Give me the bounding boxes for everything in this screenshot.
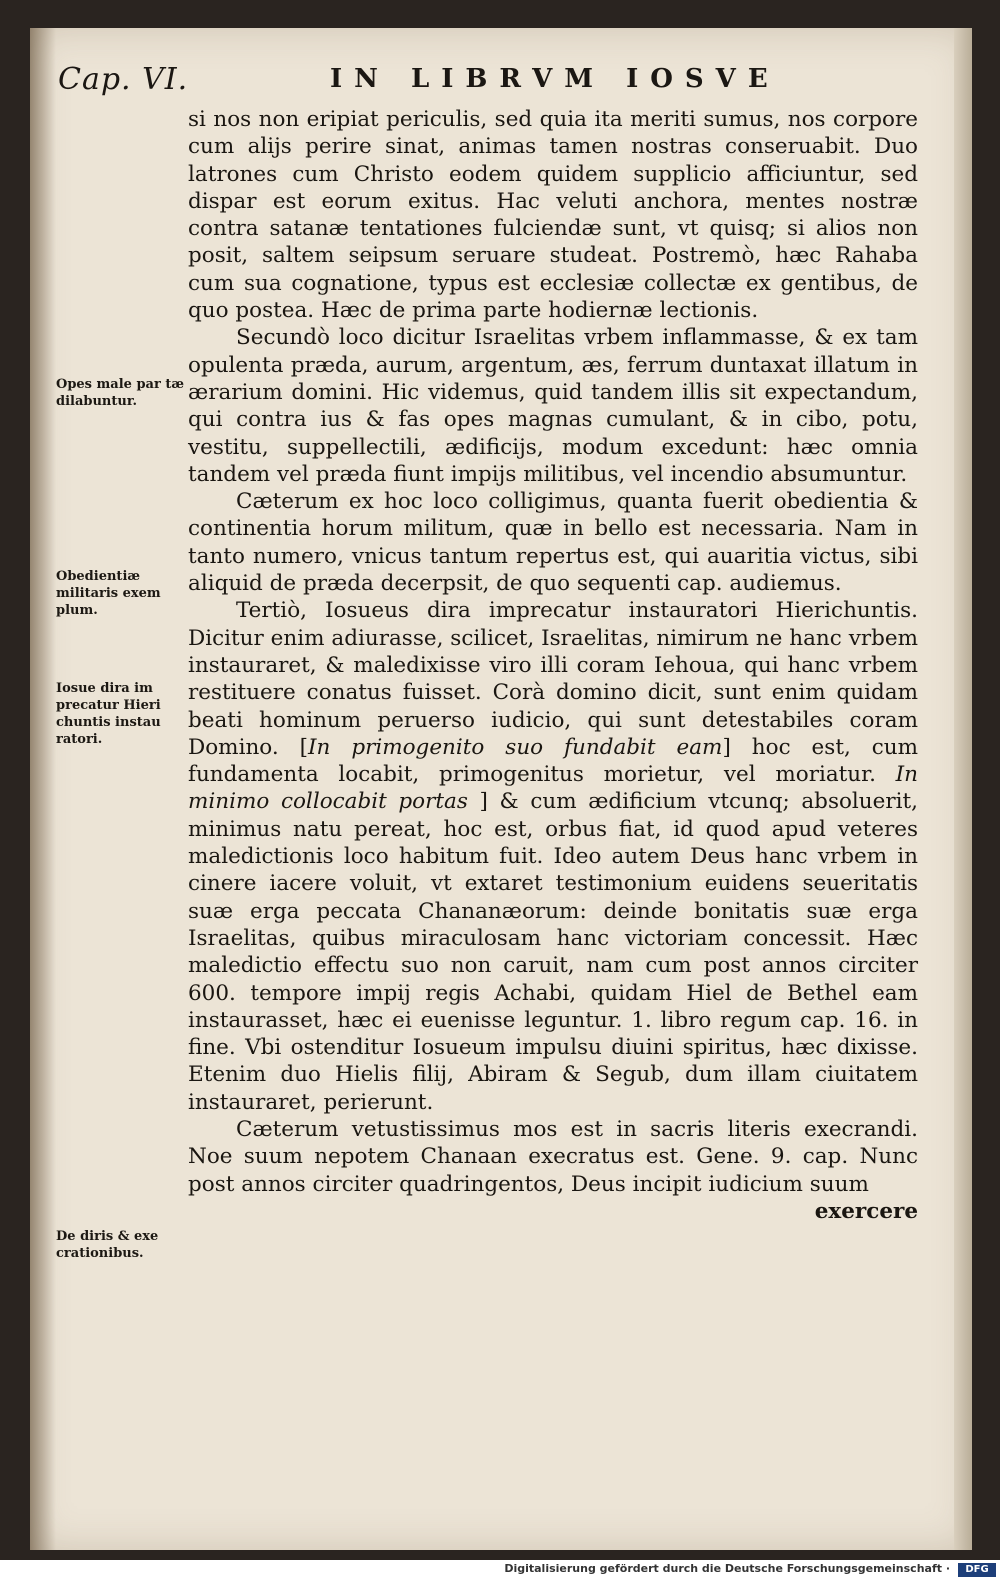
scripture-quote: In primogenito suo fundabit eam [308,734,723,760]
page-edge [954,28,972,1550]
margin-note: De diris & exe crationibus. [56,1229,159,1261]
paragraph-text: ] hoc est, cum fundamenta locabit, primogenitus morietur, vel moriatur. [188,734,919,788]
paragraph: Cæterum vetustissimus mos est in sacris literis execrandi. Noe suum nepotem Chanaan execratus est. Gene. 9. cap. Nunc post annos circiter quadringentos, Deus incipit iudicium suum [188,1116,918,1197]
paragraph: Cæterum ex hoc loco colligimus, quanta fuerit obedientia & continentia horum militum, quæ in bello est necessaria. Nam in tanto numero, vnicus tantum repertus est, qui auaritia victus, sibi aliquid de præda decerpsit, de quo sequenti cap. audiemus. [188,489,918,597]
binding-shadow [30,28,56,1550]
margin-note: Opes male par tæ dilabuntur. [56,377,185,409]
paragraph: si nos non eripiat periculis, sed quia ita meriti sumus, nos corpore cum alijs perire sinat, animas tamen nostras conseruabit. Duo latrones cum Christo eodem quidem supplicio afficiuntur, sed dispar est eorum exitus. Hac veluti anchora, mentes nostræ contra satanæ tentationes fulciendæ sunt, vt quisq; si alios non posit, saltem seipsum seruare studeat. Postremò, hæc Rahaba cum sua cognatione, typus est ecclesiæ collectæ ex gentibus, de quo postea. Hæc de prima parte hodiernæ lectionis. [188,107,918,324]
running-title: IN LIBRVM IOSVE [330,64,780,94]
paragraph-text: Tertiò, Iosueus dira imprecatur instauratori Hierichuntis. Dicitur enim adiurasse, scilicet, Israelitas, nimirum ne hanc vrbem instauraret, & maledixisse viro illi coram Iehoua, qui hanc vrbem restituere conatus fuisset. Corà domino dicit, sunt enim quidam beati hominum peruerso iudicio, qui sunt detestabiles coram Domino. [ [188,598,918,760]
margin-note: Obedientiæ militaris exem plum. [56,569,161,618]
scripture-quote: In minimo collocabit portas [188,762,918,815]
dfg-logo: DFG [958,1563,996,1577]
chapter-heading: Cap. VI. [58,62,189,97]
paragraph [188,597,918,1116]
margin-note: Iosue dira im precatur Hieri chuntis instau ratori. [56,681,161,747]
body-text [188,106,918,1225]
paragraph: Secundò loco dicitur Israelitas vrbem inflammasse, & ex tam opulenta præda, aurum, argentum, æs, ferrum duntaxat illatum in ærarium domini. Hic videmus, quid tandem illis sit expectandum, qui contra ius & fas opes magnas cumulant, & in cibo, potu, vestitu, suppellectili, ædificijs, modum excedunt: hæc omnia tandem vel præda fiunt impijs militibus, vel incendio absumuntur. [188,325,918,487]
paragraph-text: ] & cum ædificium vtcunq; absoluerit, minimus natu pereat, hoc est, orbus fiat, id quod apud veteres maledictionis loco habitum fuit. Ideo autem Deus hanc vrbem in cinere iacere voluit, vt extaret testimonium euidens seueritatis suæ erga peccata Chananæorum: deinde bonitatis suæ erga Israelitas, quibus miraculosam hanc victoriam concessit. Hæc maledictio effectu suo non caruit, nam cum post annos circiter 600. tempore impij regis Achabi, quidam Hiel de Bethel eam instaurasset, hæc ei euenisse leguntur. 1. libro regum cap. 16. in fine. Vbi ostenditur Iosueum impulsu diuini spiritus, hæc dixisse. Etenim duo Hielis filij, Abiram & Segub, dum illam ciuitatem instauraret, perierunt. [188,789,918,1115]
digitization-credit: Digitalisierung gefördert durch die Deutsche Forschungsgemeinschaft · [504,1562,950,1575]
catchword: exercere [814,1198,918,1224]
